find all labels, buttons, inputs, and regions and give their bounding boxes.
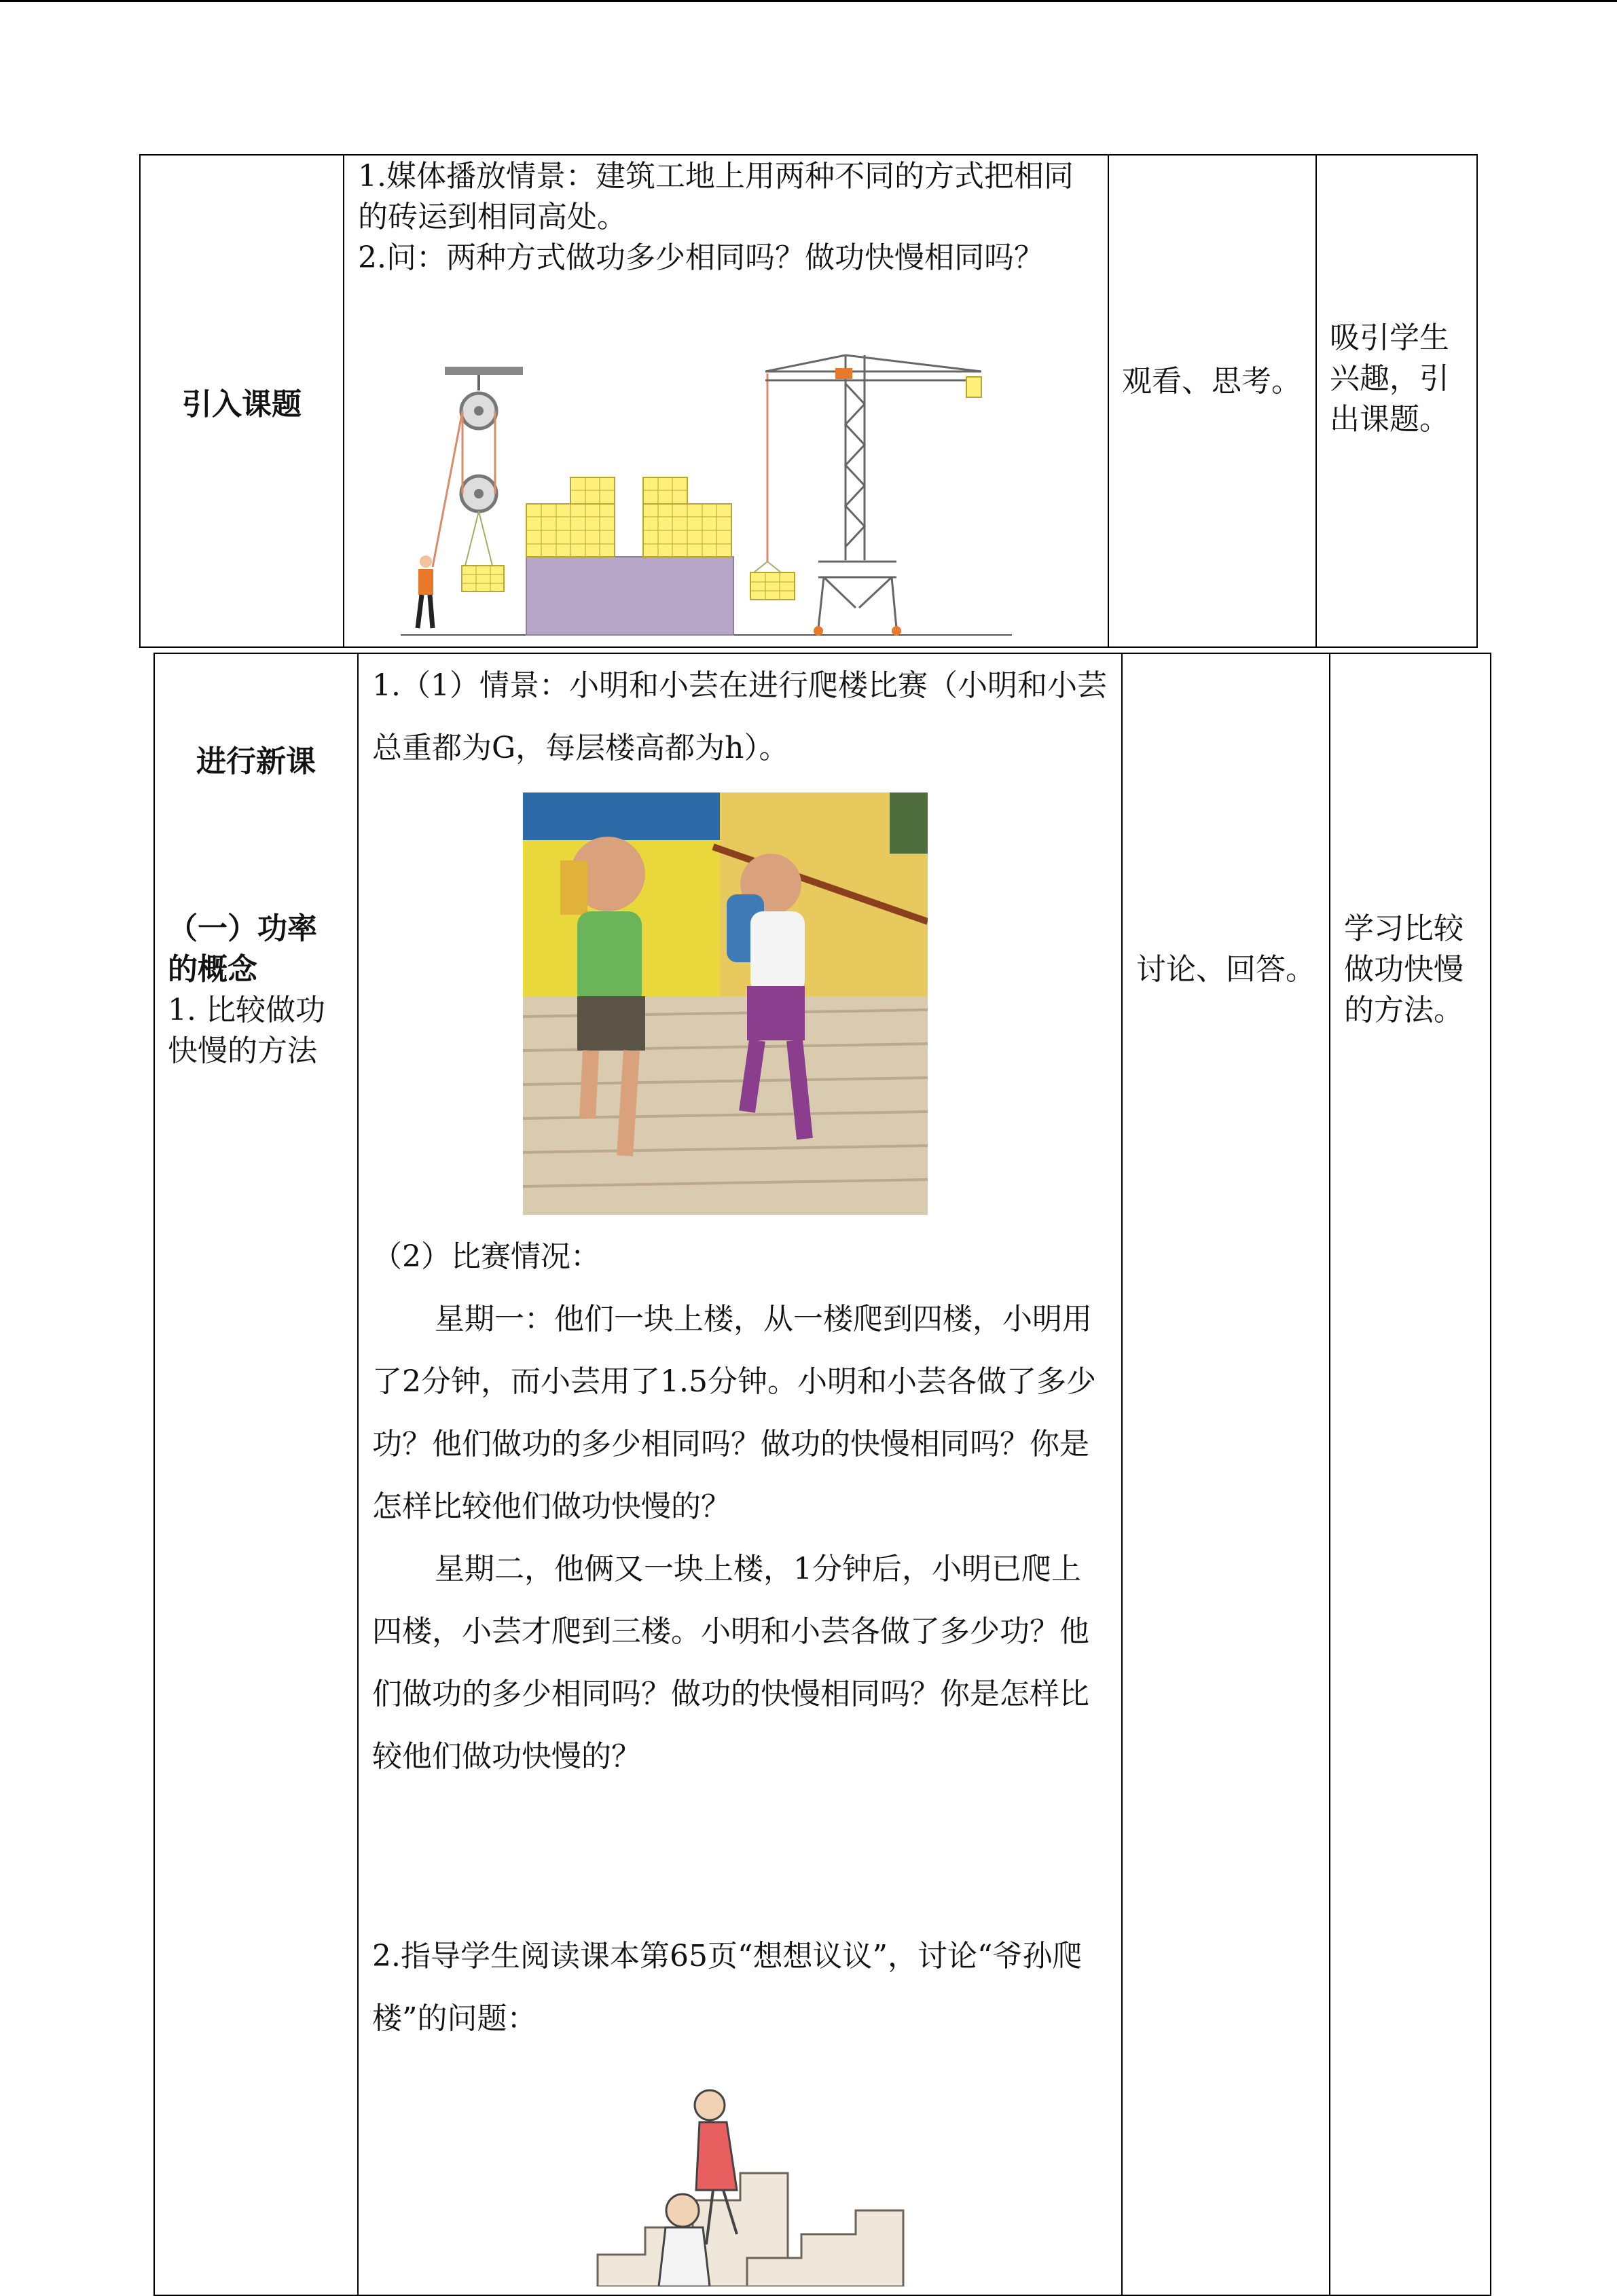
- design-intent-text: 吸引学生兴趣，引出课题。: [1330, 321, 1449, 437]
- content-cell-race: [372, 1226, 1102, 1788]
- stage-label: 引入课题: [182, 386, 302, 422]
- intro-media-text: 1.媒体播放情景：建筑工地上用两种不同的方式把相同的砖运到相同高处。: [358, 159, 1074, 234]
- content-cell-intro: [358, 156, 1102, 278]
- col-divider: [343, 154, 344, 648]
- col-divider: [1329, 653, 1330, 2296]
- children-stairs-photo: [523, 792, 928, 1215]
- section-title: （一）功率的概念: [168, 911, 317, 987]
- col-divider: [1121, 653, 1123, 2296]
- activity-cell-new: [1136, 949, 1316, 990]
- monday-text: 星期一：他们一块上楼，从一楼爬到四楼，小明用了2分钟，而小芸用了1.5分钟。小明和小芸各做了多少功？他们做功的多少相同吗？做功的快慢相同吗？你是怎样比较他们做功快慢的？: [372, 1302, 1096, 1524]
- col-divider: [1315, 154, 1317, 648]
- page-top-rule: [0, 0, 1617, 2]
- scene-text: 1.（1）情景：小明和小芸在进行爬楼比赛（小明和小芸总重都为G，每层楼高都为h）。: [372, 668, 1107, 765]
- col-divider: [357, 653, 359, 2296]
- stage-title: 进行新课: [196, 744, 316, 779]
- col-divider: [1108, 154, 1109, 648]
- intro-question-text: 2.问：两种方式做功多少相同吗？做功快慢相同吗？: [358, 240, 1044, 275]
- student-activity-text: 观看、思考。: [1122, 364, 1301, 399]
- stage-cell-concept: [168, 909, 341, 1072]
- tuesday-text: 星期二，他俩又一块上楼，1分钟后，小明已爬上四楼，小芸才爬到三楼。小明和小芸各做了多少功？他们做功的多少相同吗？做功的快慢相同吗？你是怎样比较他们做功快慢的？: [372, 1552, 1089, 1774]
- race-label: （2）比赛情况：: [372, 1239, 600, 1274]
- design-intent-text: 学习比较做功快慢的方法。: [1344, 911, 1464, 1027]
- student-activity-text: 讨论、回答。: [1136, 952, 1315, 987]
- stage-cell-intro: [141, 154, 343, 648]
- activity-cell-intro: [1122, 361, 1305, 402]
- intent-cell-intro: [1330, 318, 1472, 440]
- content-cell-guide: [372, 1925, 1095, 2050]
- grandparent-stairs-illustration: [584, 2088, 924, 2286]
- guide-text: 2.指导学生阅读课本第65页“想想议议”，讨论“爷孙爬楼”的问题：: [372, 1939, 1083, 2036]
- pulley-crane-illustration: [397, 343, 1029, 642]
- intent-cell-new: [1344, 909, 1483, 1031]
- section-subtitle: 1. 比较做功快慢的方法: [168, 993, 325, 1068]
- content-cell-new: [372, 655, 1111, 780]
